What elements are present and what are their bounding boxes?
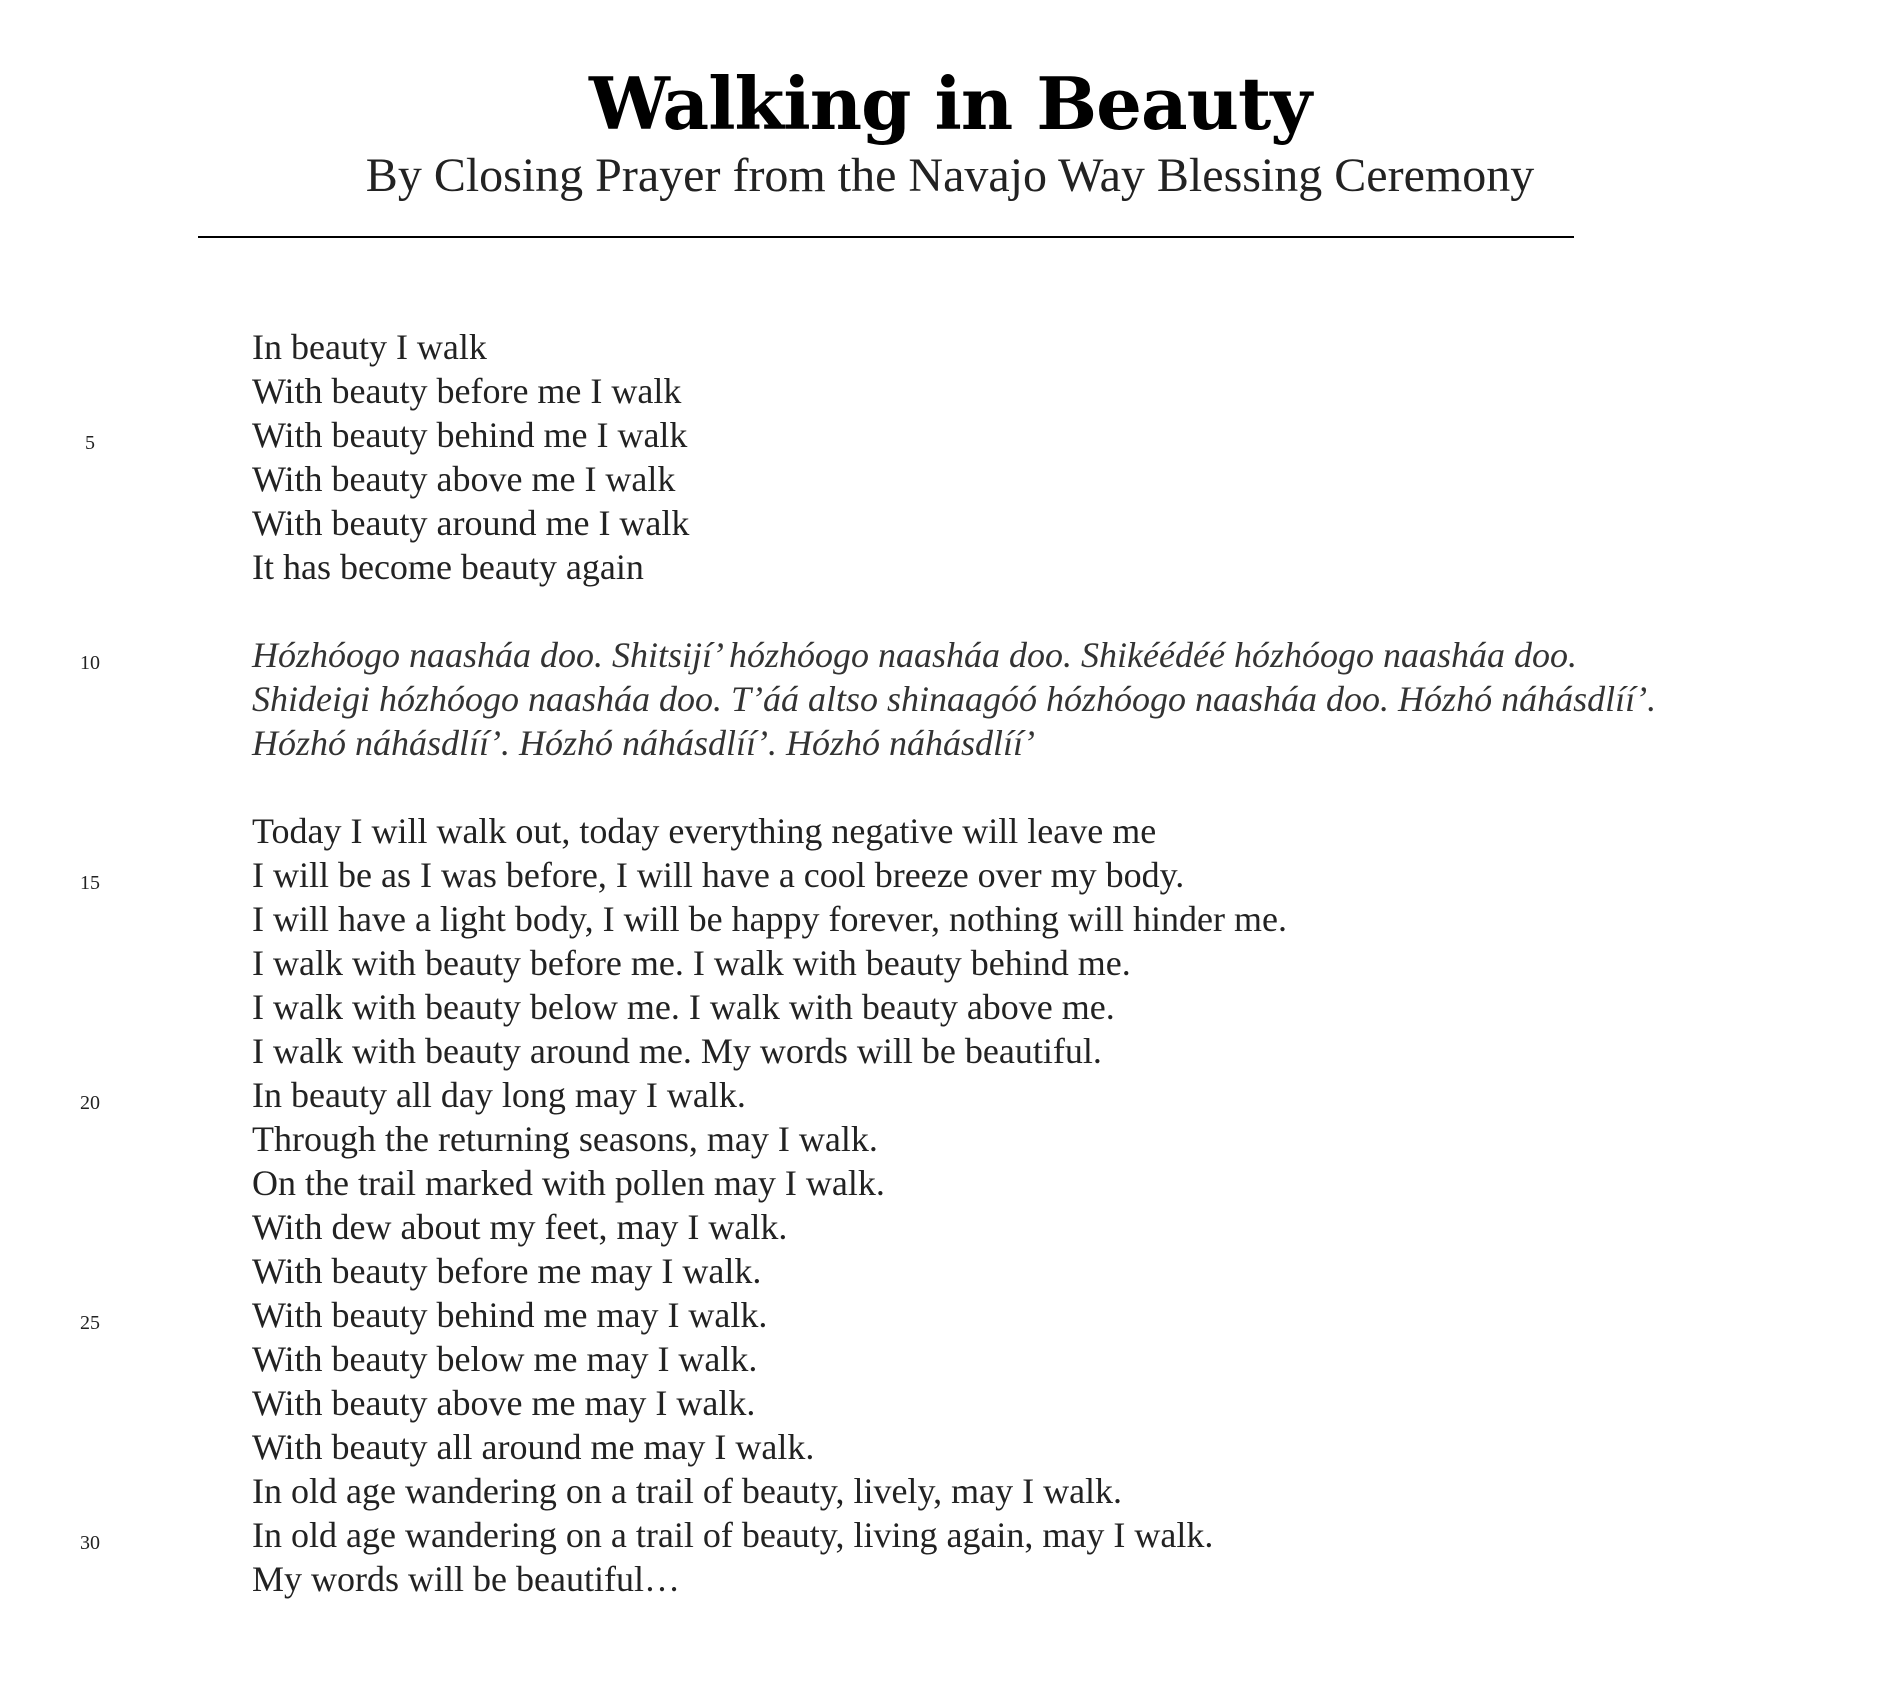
poem-line: In beauty I walk <box>252 327 487 367</box>
poem-line: In old age wandering on a trail of beauty, living again, may I walk. <box>252 1515 1214 1555</box>
poem-line: Today I will walk out, today everything negative will leave me <box>252 811 1157 851</box>
poem-line-navajo: Hózhóogo naasháa doo. Shitsijí’ hózhóogo naasháa doo. Shikéédéé hózhóogo naasháa doo. <box>252 635 1577 675</box>
poem-line: With beauty behind me I walk <box>252 415 688 455</box>
poem-line: My words will be beautiful… <box>252 1559 680 1599</box>
poem-line-navajo: Shideigi hózhóogo naasháa doo. T’áá altso shinaagóó hózhóogo naasháa doo. Hózhó náhásdlíí’. <box>252 679 1657 719</box>
poem-line: In old age wandering on a trail of beauty, lively, may I walk. <box>252 1471 1123 1511</box>
line-number: 15 <box>80 872 100 894</box>
poem-line: It has become beauty again <box>252 547 644 587</box>
poem-line: Through the returning seasons, may I walk. <box>252 1119 878 1159</box>
poem-line: I will be as I was before, I will have a cool breeze over my body. <box>252 855 1185 895</box>
line-number: 10 <box>80 652 100 674</box>
line-number: 5 <box>85 432 95 454</box>
poem-line: With beauty all around me may I walk. <box>252 1427 815 1467</box>
poem-line: With beauty above me may I walk. <box>252 1383 756 1423</box>
poem-line-navajo: Hózhó náhásdlíí’. Hózhó náhásdlíí’. Hózhó náhásdlíí’ <box>252 723 1036 763</box>
poem-line: With dew about my feet, may I walk. <box>252 1207 788 1247</box>
poem-line: I walk with beauty below me. I walk with beauty above me. <box>252 987 1115 1027</box>
poem-line: With beauty below me may I walk. <box>252 1339 758 1379</box>
poem-line: I walk with beauty before me. I walk with beauty behind me. <box>252 943 1131 983</box>
title-divider <box>198 236 1574 238</box>
line-number: 20 <box>80 1092 100 1114</box>
poem-line: With beauty before me may I walk. <box>252 1251 762 1291</box>
poem-line: With beauty above me I walk <box>252 459 676 499</box>
poem-line: On the trail marked with pollen may I walk. <box>252 1163 885 1203</box>
line-number: 30 <box>80 1532 100 1554</box>
page-subtitle: By Closing Prayer from the Navajo Way Blessing Ceremony <box>365 149 1535 202</box>
line-number: 25 <box>80 1312 100 1334</box>
page-title: Walking in Beauty <box>588 61 1312 146</box>
poem-line: With beauty behind me may I walk. <box>252 1295 768 1335</box>
poem-line: With beauty before me I walk <box>252 371 682 411</box>
poem-line: I walk with beauty around me. My words will be beautiful. <box>252 1031 1102 1071</box>
poem-line: With beauty around me I walk <box>252 503 690 543</box>
poem-line: I will have a light body, I will be happy forever, nothing will hinder me. <box>252 899 1287 939</box>
poem-line: In beauty all day long may I walk. <box>252 1075 746 1115</box>
